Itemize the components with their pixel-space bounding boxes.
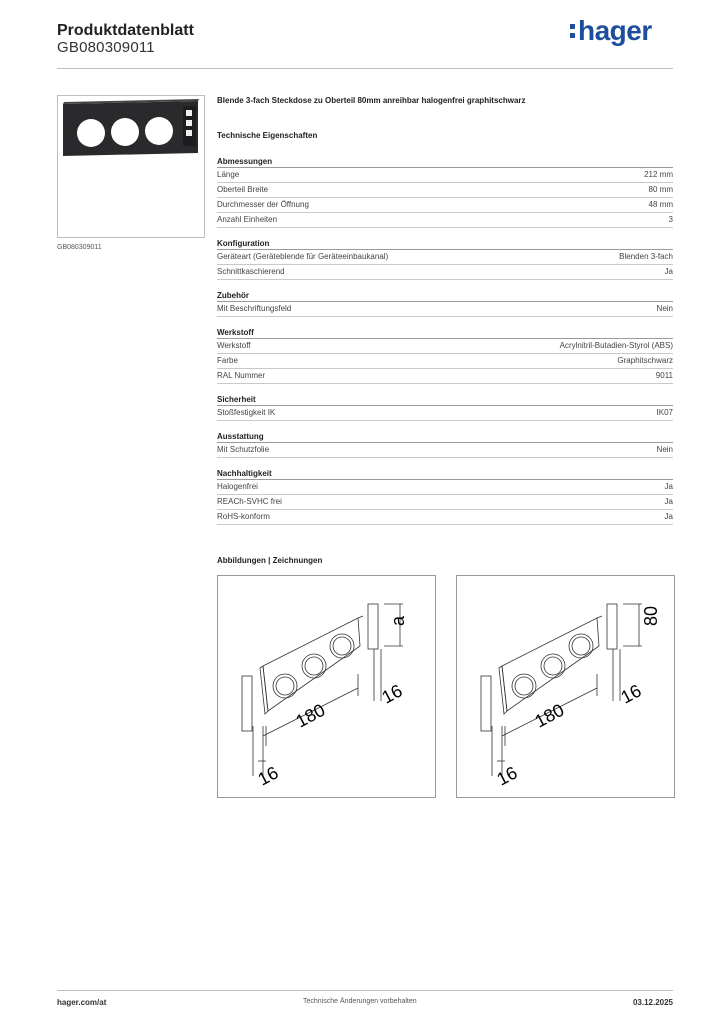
property-label: Durchmesser der Öffnung [217,200,309,209]
property-row [217,168,673,183]
section-sicherheit [217,394,673,421]
property-row [217,265,673,280]
property-value: 9011 [655,371,673,380]
document-title: Produktdatenblatt [57,22,194,39]
image-caption: GB080309011 [57,244,102,251]
property-value: 48 mm [648,200,673,209]
property-row [217,339,673,354]
property-value: Ja [664,497,673,506]
drawing-1-height-label: a [388,615,408,626]
property-label: Geräteart (Geräteblende für Geräteeinbaukanal) [217,252,389,261]
property-row [217,480,673,495]
property-value: 212 mm [644,170,673,179]
property-value: Graphitschwarz [617,356,673,365]
footer-website-link[interactable]: hager.com/at [57,998,107,1007]
property-label: RoHS-konform [217,512,270,521]
drawing-1-side-label: 16 [378,680,406,708]
section-title: Zubehör [217,290,673,302]
drawing-2-depth-label: 16 [493,762,521,790]
section-title: Konfiguration [217,238,673,250]
section-title: Abmessungen [217,156,673,168]
section-title: Werkstoff [217,327,673,339]
property-value: 3 [668,215,673,224]
property-row [217,354,673,369]
product-image [57,95,205,238]
technical-drawing-1 [218,576,435,797]
property-row [217,302,673,317]
drawing-1 [217,575,436,798]
property-row [217,213,673,228]
logo-text: hager [578,15,652,46]
hager-logo [570,15,652,47]
property-label: Mit Beschriftungsfeld [217,304,292,313]
property-row [217,406,673,421]
property-label: REACh-SVHC frei [217,497,282,506]
section-title: Nachhaltigkeit [217,468,673,480]
property-label: Länge [217,170,240,179]
logo-colon-icon [570,22,576,40]
technical-drawing-2 [457,576,674,797]
property-row [217,510,673,525]
property-label: Oberteil Breite [217,185,269,194]
header-divider [57,68,673,69]
property-value: Ja [664,267,673,276]
property-label: Mit Schutzfolie [217,445,270,454]
drawing-1-depth-label: 16 [254,762,282,790]
property-label: Schnittkaschierend [217,267,285,276]
section-nachhaltigkeit [217,468,673,525]
property-row [217,198,673,213]
footer-date: 03.12.2025 [632,998,673,1007]
section-ausstattung [217,431,673,458]
drawing-1-width-label: 180 [292,699,329,732]
property-label: RAL Nummer [217,371,266,380]
property-value: Blenden 3-fach [619,252,673,261]
drawings-title: Abbildungen | Zeichnungen [217,556,323,565]
section-title: Ausstattung [217,431,673,443]
drawing-2-height-label: 80 [641,605,661,626]
section-abmessungen [217,156,673,228]
property-value: Ja [664,512,673,521]
product-description: Blende 3-fach Steckdose zu Oberteil 80mm anreihbar halogenfrei graphitschwarz [217,96,526,105]
property-row [217,443,673,458]
properties-table [217,156,673,535]
property-label: Werkstoff [217,341,251,350]
property-label: Halogenfrei [217,482,258,491]
section-werkstoff [217,327,673,384]
drawing-2-side-label: 16 [617,680,645,708]
drawing-2 [456,575,675,798]
property-value: 80 mm [648,185,673,194]
property-label: Stoßfestigkeit IK [217,408,276,417]
article-number: GB080309011 [57,39,155,56]
property-row [217,495,673,510]
section-konfiguration [217,238,673,280]
property-row [217,369,673,384]
section-zubeh-r [217,290,673,317]
property-value: IK07 [656,408,673,417]
property-value: Acrylnitril-Butadien-Styrol (ABS) [559,341,673,350]
footer-notice: Technische Änderungen vorbehalten [303,998,417,1005]
section-title: Sicherheit [217,394,673,406]
property-row [217,183,673,198]
property-label: Anzahl Einheiten [217,215,278,224]
property-value: Ja [664,482,673,491]
footer-divider [57,990,673,991]
cover-plate-image [58,96,204,237]
drawing-2-width-label: 180 [531,699,568,732]
property-label: Farbe [217,356,238,365]
property-value: Nein [656,445,673,454]
property-value: Nein [656,304,673,313]
technical-properties-title: Technische Eigenschaften [217,131,318,140]
property-row [217,250,673,265]
